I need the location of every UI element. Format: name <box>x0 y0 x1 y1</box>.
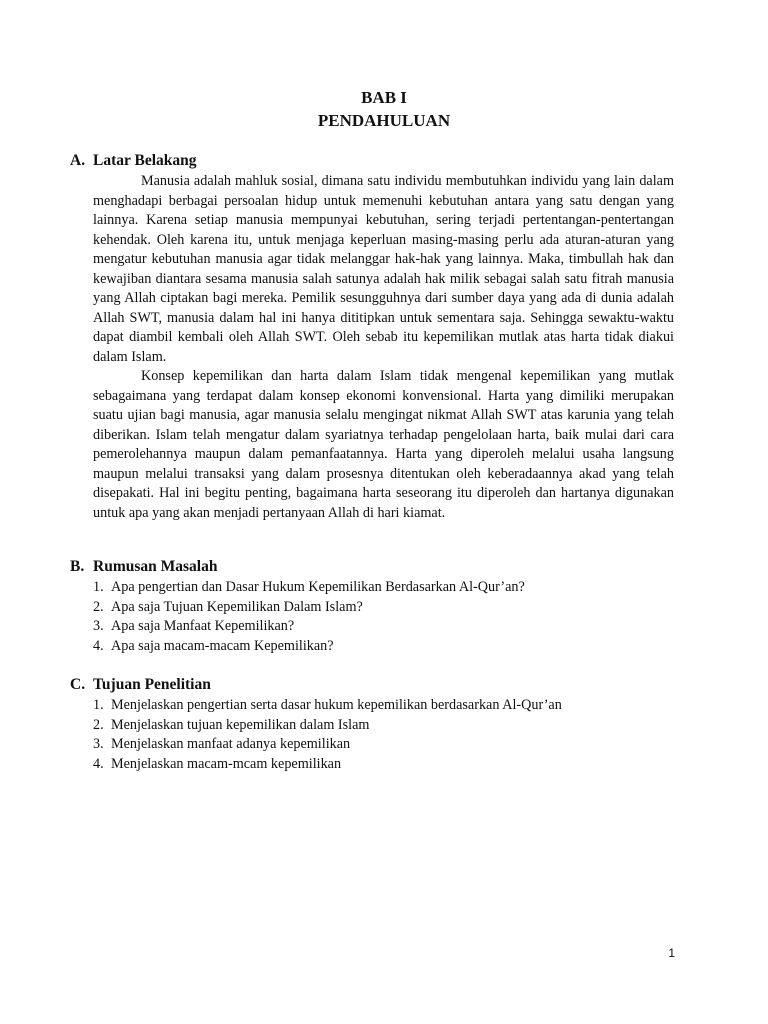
list-item <box>93 755 693 775</box>
list-item <box>93 598 693 618</box>
section-b-list <box>93 578 693 656</box>
list-text: Menjelaskan manfaat adanya kepemilikan <box>111 736 351 752</box>
list-item <box>93 637 693 657</box>
list-number: 3. <box>93 618 104 634</box>
list-text: Apa saja macam-macam Kepemilikan? <box>111 637 334 654</box>
chapter-name: PENDAHULUAN <box>317 111 451 130</box>
section-a-letter: A. <box>70 152 86 169</box>
list-text: Menjelaskan tujuan kepemilikan dalam Islam <box>111 716 370 733</box>
list-number: 2. <box>93 716 104 733</box>
list-number: 1. <box>93 579 104 595</box>
list-text: Apa pengertian dan Dasar Hukum Kepemilikan Berdasarkan Al-Qur’an? <box>111 579 525 595</box>
list-item <box>93 617 693 637</box>
paragraph: Konsep kepemilikan dan harta dalam Islam tidak mengenal kepemilikan yang mutlak sebagaimana yang terdapat dalam konsep ekonomi konvensional. Harta yang dimiliki merupakan suatu ujian bagi manusia, agar manusia selalu mengingat nikmat Allah SWT atas karunia yang telah diberikan. Islam telah mengatur dalam syariatnya terhadap pengelolaan harta, baik mulai dari cara pemerolehannya maupun dalam pemanfaatannya. Harta yang diperoleh melalui usaha langsung maupun melalui transaksi yang dalam prosesnya ditentukan oleh keberadaannya akad yang telah disepakati. Hal ini begitu penting, bagaimana harta seseorang itu diperoleh dan hartanya digunakan untuk apa yang akan menjadi pertanyaan Allah di hari kiamat. <box>93 368 674 521</box>
list-number: 4. <box>93 755 104 772</box>
section-b-letter: B. <box>70 558 85 575</box>
section-c-heading <box>70 675 211 695</box>
list-number: 4. <box>93 637 104 654</box>
section-b-title: Rumusan Masalah <box>93 558 218 575</box>
list-text: Apa saja Tujuan Kepemilikan Dalam Islam? <box>111 598 363 615</box>
page-number: 1 <box>668 946 675 960</box>
section-c-list <box>93 696 693 774</box>
list-number: 2. <box>93 598 104 615</box>
section-a-title: Latar Belakang <box>93 152 197 169</box>
list-item <box>93 735 693 755</box>
chapter-title <box>0 86 768 132</box>
section-c-letter: C. <box>70 676 86 693</box>
paragraph: Manusia adalah mahluk sosial, dimana satu individu membutuhkan individu yang lain dalam menghadapi berbagai persoalan hidup untuk memenuhi kebutuhan antara yang satu dengan yang lainnya. Karena setiap manusia mempunyai kebutuhan, sering terjadi pertentangan-pentertangan kehendak. Oleh karena itu, untuk menjaga keperluan masing-masing perlu ada aturan-aturan yang mengatur kebutuhan manusia agar tidak melanggar hak-hak yang lainnya. Maka, timbullah hak dan kewajiban diantara sesama manusia salah satunya adalah hak milik sebagai salah satu fitrah manusia yang Allah ciptakan bagi mereka. Pemilik sesungguhnya dari sumber daya yang ada di dunia adalah Allah SWT, manusia dalam hal ini hanya dititipkan untuk sementara saja. Sehingga sewaktu-waktu dapat diambil kembali oleh Allah SWT. Oleh sebab itu kepemilikan mutlak atas harta tidak diakui dalam Islam. <box>93 173 674 365</box>
list-item <box>93 696 693 716</box>
list-number: 1. <box>93 697 104 713</box>
section-a-body <box>93 172 674 523</box>
chapter-number: BAB I <box>361 88 407 107</box>
section-b-heading <box>70 557 217 577</box>
list-text: Menjelaskan pengertian serta dasar hukum kepemilikan berdasarkan Al-Qur’an <box>111 697 562 713</box>
list-text: Menjelaskan macam-mcam kepemilikan <box>111 755 342 772</box>
section-a-heading <box>70 151 197 171</box>
list-number: 3. <box>93 736 104 752</box>
list-item <box>93 716 693 736</box>
list-text: Apa saja Manfaat Kepemilikan? <box>111 618 295 634</box>
list-item <box>93 578 693 598</box>
section-c-title: Tujuan Penelitian <box>93 676 211 693</box>
